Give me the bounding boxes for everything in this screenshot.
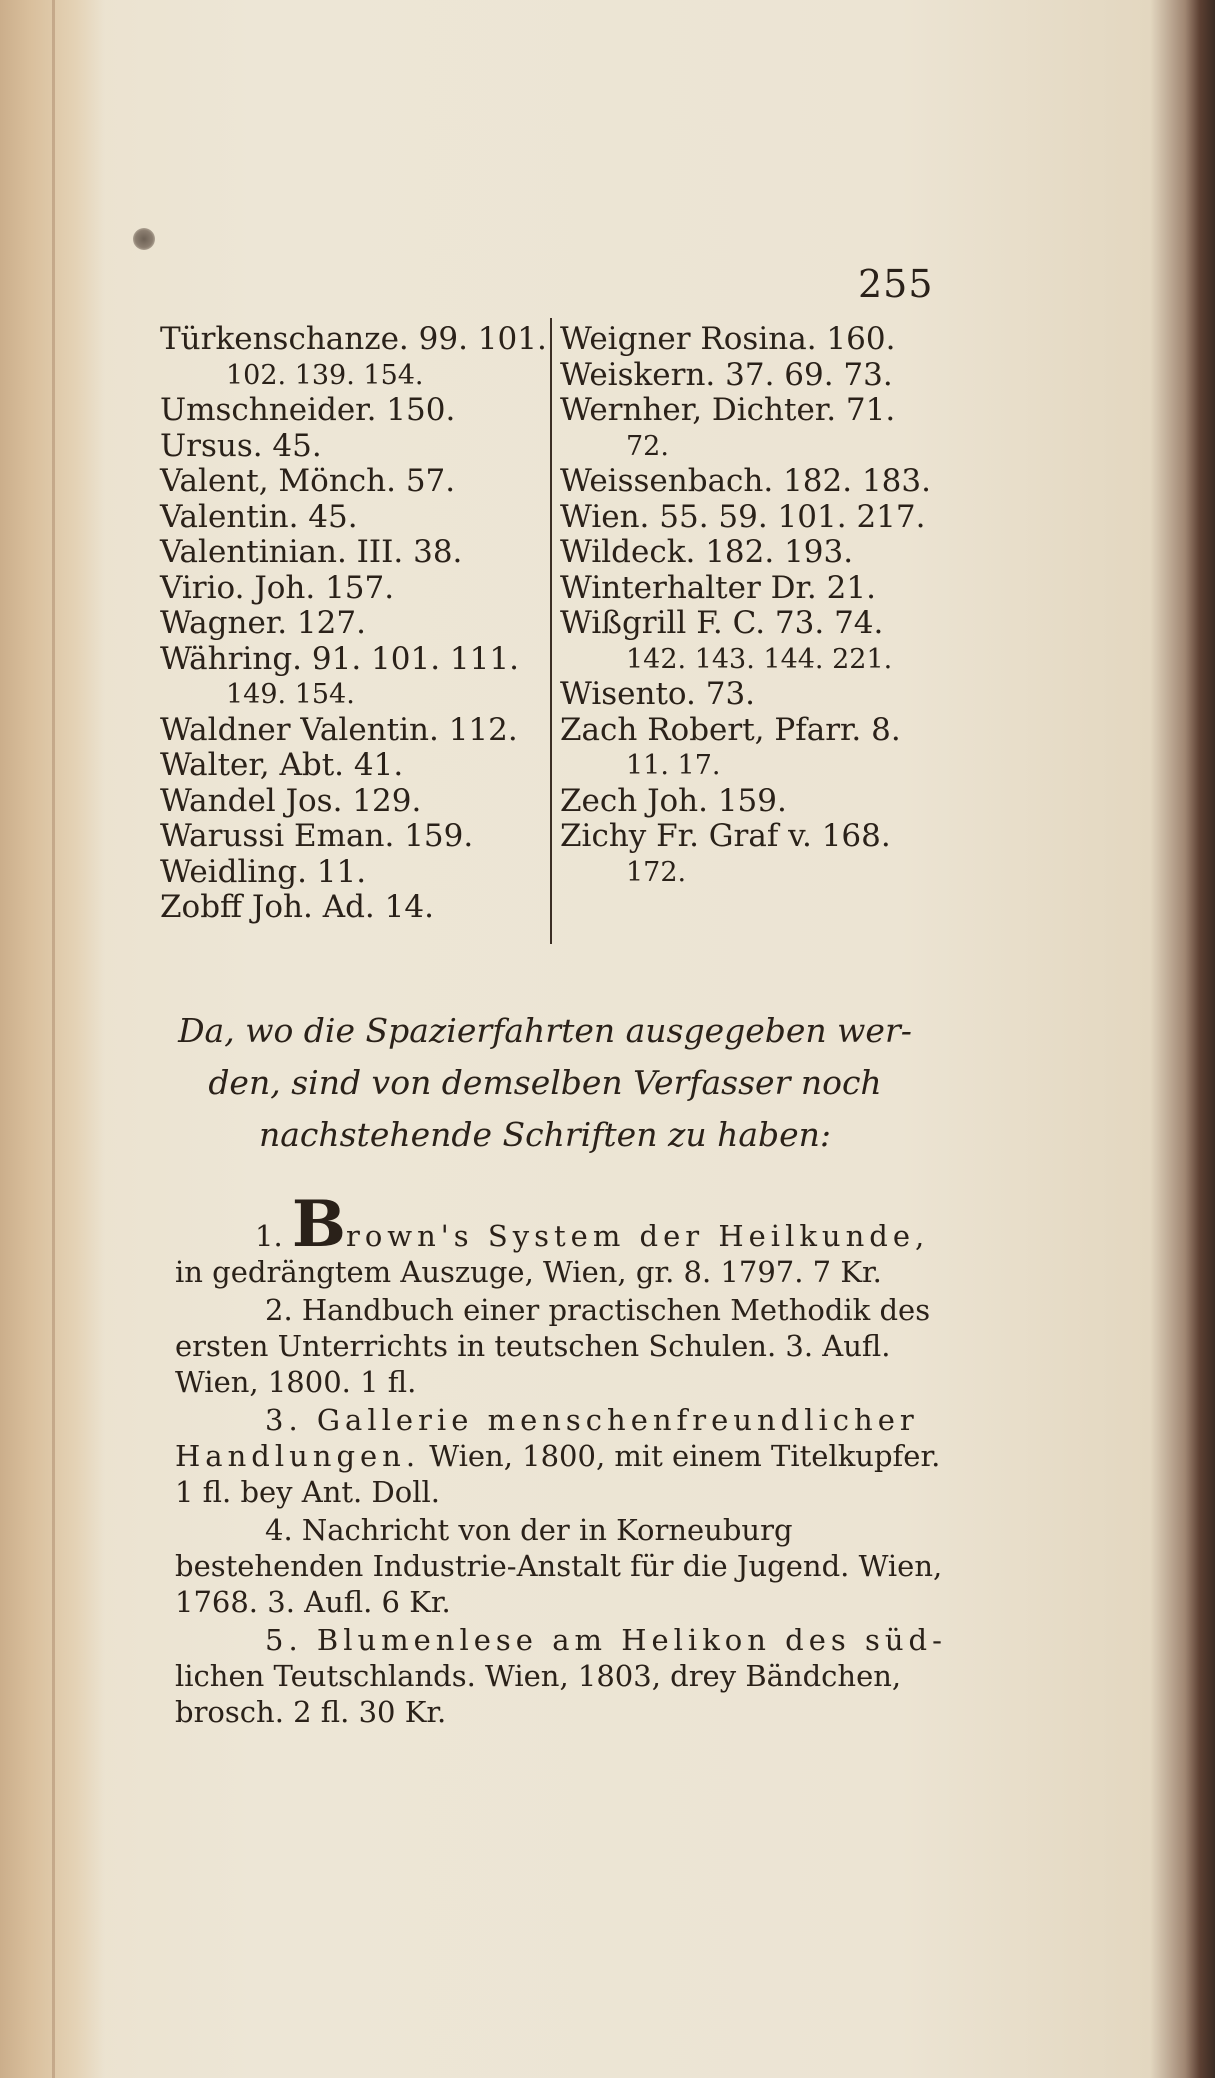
index-entry: Zobff Joh. Ad. 14. [160, 889, 434, 925]
publication-details: in gedrängtem Auszuge, Wien, gr. 8. 1797. 7 Kr. [175, 1255, 882, 1289]
publisher-notice [150, 1005, 940, 1161]
index-entry: Virio. Joh. 157. [160, 569, 395, 606]
index-entry: Zichy Fr. Graf v. 168. [560, 818, 891, 854]
index-entry: Zech Joh. 159. [560, 782, 787, 819]
drop-cap: B [291, 1187, 346, 1262]
index-entry: Wagner. 127. [160, 605, 366, 641]
publication-item: 2. Handbuch einer practischen Methodik des ersten Unterrichts in teutschen Schulen. 3. Aufl. Wien, 1800. 1 fl. [175, 1293, 931, 1399]
index-column-left [160, 322, 545, 926]
index-entry: Wien. 55. 59. 101. 217. [560, 498, 926, 535]
publication-list [175, 1187, 950, 1732]
column-divider [550, 318, 552, 944]
index-entry: Währing. 91. 101. 111. [160, 640, 519, 677]
index-entry-continuation: 11. 17. [626, 750, 721, 781]
index-entry: Walter, Abt. 41. [160, 747, 404, 783]
publication-title: rown's System der Heilkunde, [345, 1219, 930, 1253]
publication-item [175, 1402, 950, 1510]
publication-details: lichen Teutschlands. Wien, 1803, drey Bändchen, brosch. 2 fl. 30 Kr. [175, 1659, 902, 1729]
index-entry: Wildeck. 182. 193. [560, 534, 854, 570]
index-entry: Umschneider. 150. [160, 392, 456, 428]
index-column-right [560, 322, 940, 890]
index-entry: Warussi Eman. 159. [160, 818, 474, 854]
publication-item [175, 1622, 950, 1730]
index-entry: Weidling. 11. [160, 853, 367, 890]
index-entry: Weigner Rosina. 160. [560, 321, 896, 357]
index-entry: Türkenschanze. 99. 101. [160, 321, 547, 357]
index-entry: Weissenbach. 182. 183. [560, 463, 931, 499]
notice-line: Da, wo die Spazierfahrten ausgegeben wer- [178, 1011, 912, 1050]
page-number: 255 [858, 262, 934, 306]
publication-title: 3. Gallerie menschenfreundlicher Handlungen. [175, 1403, 919, 1473]
index-entry: Valentin. 45. [160, 498, 358, 535]
notice-line: nachstehende Schriften zu haben: [258, 1115, 832, 1154]
index-entry: Valentinian. III. 38. [160, 534, 463, 570]
index-entry-continuation: 149. 154. [226, 679, 355, 710]
index-entry: Waldner Valentin. 112. [160, 711, 518, 748]
item-number: 1. [255, 1219, 283, 1253]
publication-item [175, 1187, 950, 1290]
index-entry: Valent, Mönch. 57. [160, 463, 456, 499]
index-entry: Weiskern. 37. 69. 73. [560, 356, 893, 393]
index-entry-continuation: 172. [626, 856, 687, 888]
publication-item: 4. Nachricht von der in Korneuburg bestehenden Industrie-Anstalt für die Jugend. Wien, 1768. 3. Aufl. 6 Kr. [175, 1513, 943, 1619]
publication-title: 5. Blumenlese am Helikon des süd- [265, 1623, 947, 1657]
notice-line: den, sind von demselben Verfasser noch [208, 1063, 882, 1102]
foxing-spot [133, 228, 155, 250]
index-entry: Wandel Jos. 129. [160, 782, 422, 819]
index-entry: Winterhalter Dr. 21. [560, 569, 876, 606]
publication-details: Wien, 1800, mit einem Titelkupfer. 1 fl. bey Ant. Doll. [175, 1439, 941, 1509]
index-entry: Wisento. 73. [560, 676, 756, 712]
index-entry: Ursus. 45. [160, 427, 322, 464]
gutter-edge [52, 0, 55, 2078]
index-entry-continuation: 142. 143. 144. 221. [626, 643, 893, 675]
index-entry: Zach Robert, Pfarr. 8. [560, 711, 901, 748]
index-entry: Wißgrill F. C. 73. 74. [560, 605, 884, 641]
index-entry-continuation: 102. 139. 154. [226, 359, 424, 391]
index-entry: Wernher, Dichter. 71. [560, 392, 896, 428]
index-entry-continuation: 72. [626, 430, 669, 462]
